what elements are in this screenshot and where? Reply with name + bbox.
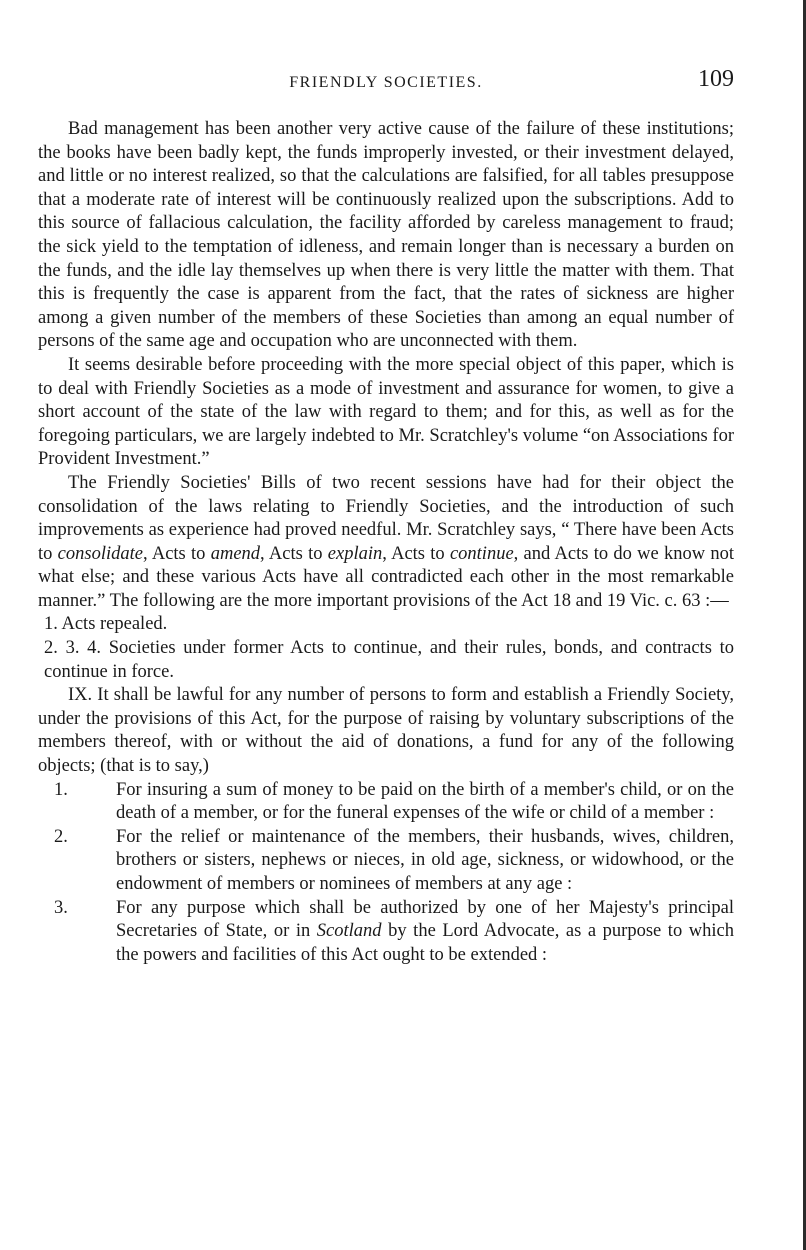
list-item-text <box>116 898 734 965</box>
running-title: FRIENDLY SOCIETIES. <box>289 74 483 91</box>
text-run: by the Lord Advocate, as a purpose to which the powers and facilities of this Act ought to be extended : <box>116 921 734 965</box>
paragraph-section-ix: IX. It shall be lawful for any number of persons to form and establish a Friendly Society, under the provisions of this Act, for the purpose of raising by voluntary subscriptions of the members thereof, with or without the aid of donations, a fund for any of the following objects; (that is to say,) <box>38 685 734 777</box>
text-run: , Acts to <box>260 543 328 564</box>
body-text <box>38 118 734 967</box>
list-item-number: 1. <box>54 779 68 800</box>
italic-amend: amend <box>210 543 261 564</box>
italic-scotland: Scotland <box>316 921 382 942</box>
paragraph-bad-management: Bad management has been another very active cause of the failure of these institutions; the books have been badly kept, the funds improperly invested, or their investment delayed, and little or no interest realized, so that the calculations are falsified, for all tables presuppose that a moderate rate of interest will be continuously realized upon the subscriptions. Add to this source of fallacious calculation, the facility afforded by careless management to fraud; the sick yield to the temptation of idleness, and remain longer than is necessary a burden on the funds, and the idle lay themselves up when there is very little the matter with them. That this is frequently the case is apparent from the fact, that the rates of sickness are higher among a given number of the members of these Societies than among an equal number of persons of the same age and occupation who are unconnected with them. <box>38 119 734 352</box>
list-item-text: For the relief or maintenance of the members, their husbands, wives, children, brothers or sisters, nephews or nieces, in old age, sickness, or widowhood, or the endowment of members or nominees of members at any age : <box>116 826 734 894</box>
italic-continue: continue <box>449 543 514 564</box>
text-run: , Acts to <box>142 543 211 564</box>
book-page <box>38 66 734 967</box>
running-header <box>38 66 734 106</box>
list-item <box>38 779 734 826</box>
italic-explain: explain <box>327 543 383 564</box>
list-item <box>38 897 734 968</box>
paragraph-state-of-law: It seems desirable before proceeding with the more special object of this paper, which is to deal with Friendly Societies as a mode of investment and assurance for women, to give a short account of the state of the law with regard to them; and for this, as well as for the foregoing particulars, we are largely indebted to Mr. Scratchley's volume “on Associations for Provident Investment.” <box>38 354 734 470</box>
italic-consolidate: consolidate <box>57 543 143 564</box>
list-item-number: 2. <box>54 826 68 847</box>
paragraph-friendly-societies-bills <box>38 472 734 614</box>
list-item-text: For insuring a sum of money to be paid on the birth of a member's child, or on the death of a member, or for the funeral expenses of the wife or child of a member : <box>116 779 734 824</box>
text-run: , Acts to <box>382 543 450 564</box>
list-item: 1. Acts repealed. <box>44 614 168 635</box>
act-provisions-list <box>38 613 734 684</box>
objects-list <box>38 779 734 968</box>
list-item <box>38 826 734 897</box>
list-item: 2. 3. 4. Societies under former Acts to continue, and their rules, bonds, and contracts to continue in force. <box>44 638 734 682</box>
text-run: For any purpose which shall be authorized by one of her Majesty's principal Secretaries of State, or in <box>116 897 734 942</box>
list-item-number: 3. <box>54 897 68 918</box>
text-run: The Friendly Societies' Bills of two recent sessions have had for their object the consolidation of the laws relating to Friendly Societies, and the introduction of such improvements as experience had proved needful. Mr. Scratchley says, “ There have been Acts to <box>38 472 734 564</box>
text-run: , and Acts to do we know not what else; and these various Acts have all contradicted each other in the most remarkable manner.” The following are the more important provisions of the Act 18 and 19 Vic. c. 63 :— <box>38 543 735 611</box>
page-number: 109 <box>698 66 734 92</box>
